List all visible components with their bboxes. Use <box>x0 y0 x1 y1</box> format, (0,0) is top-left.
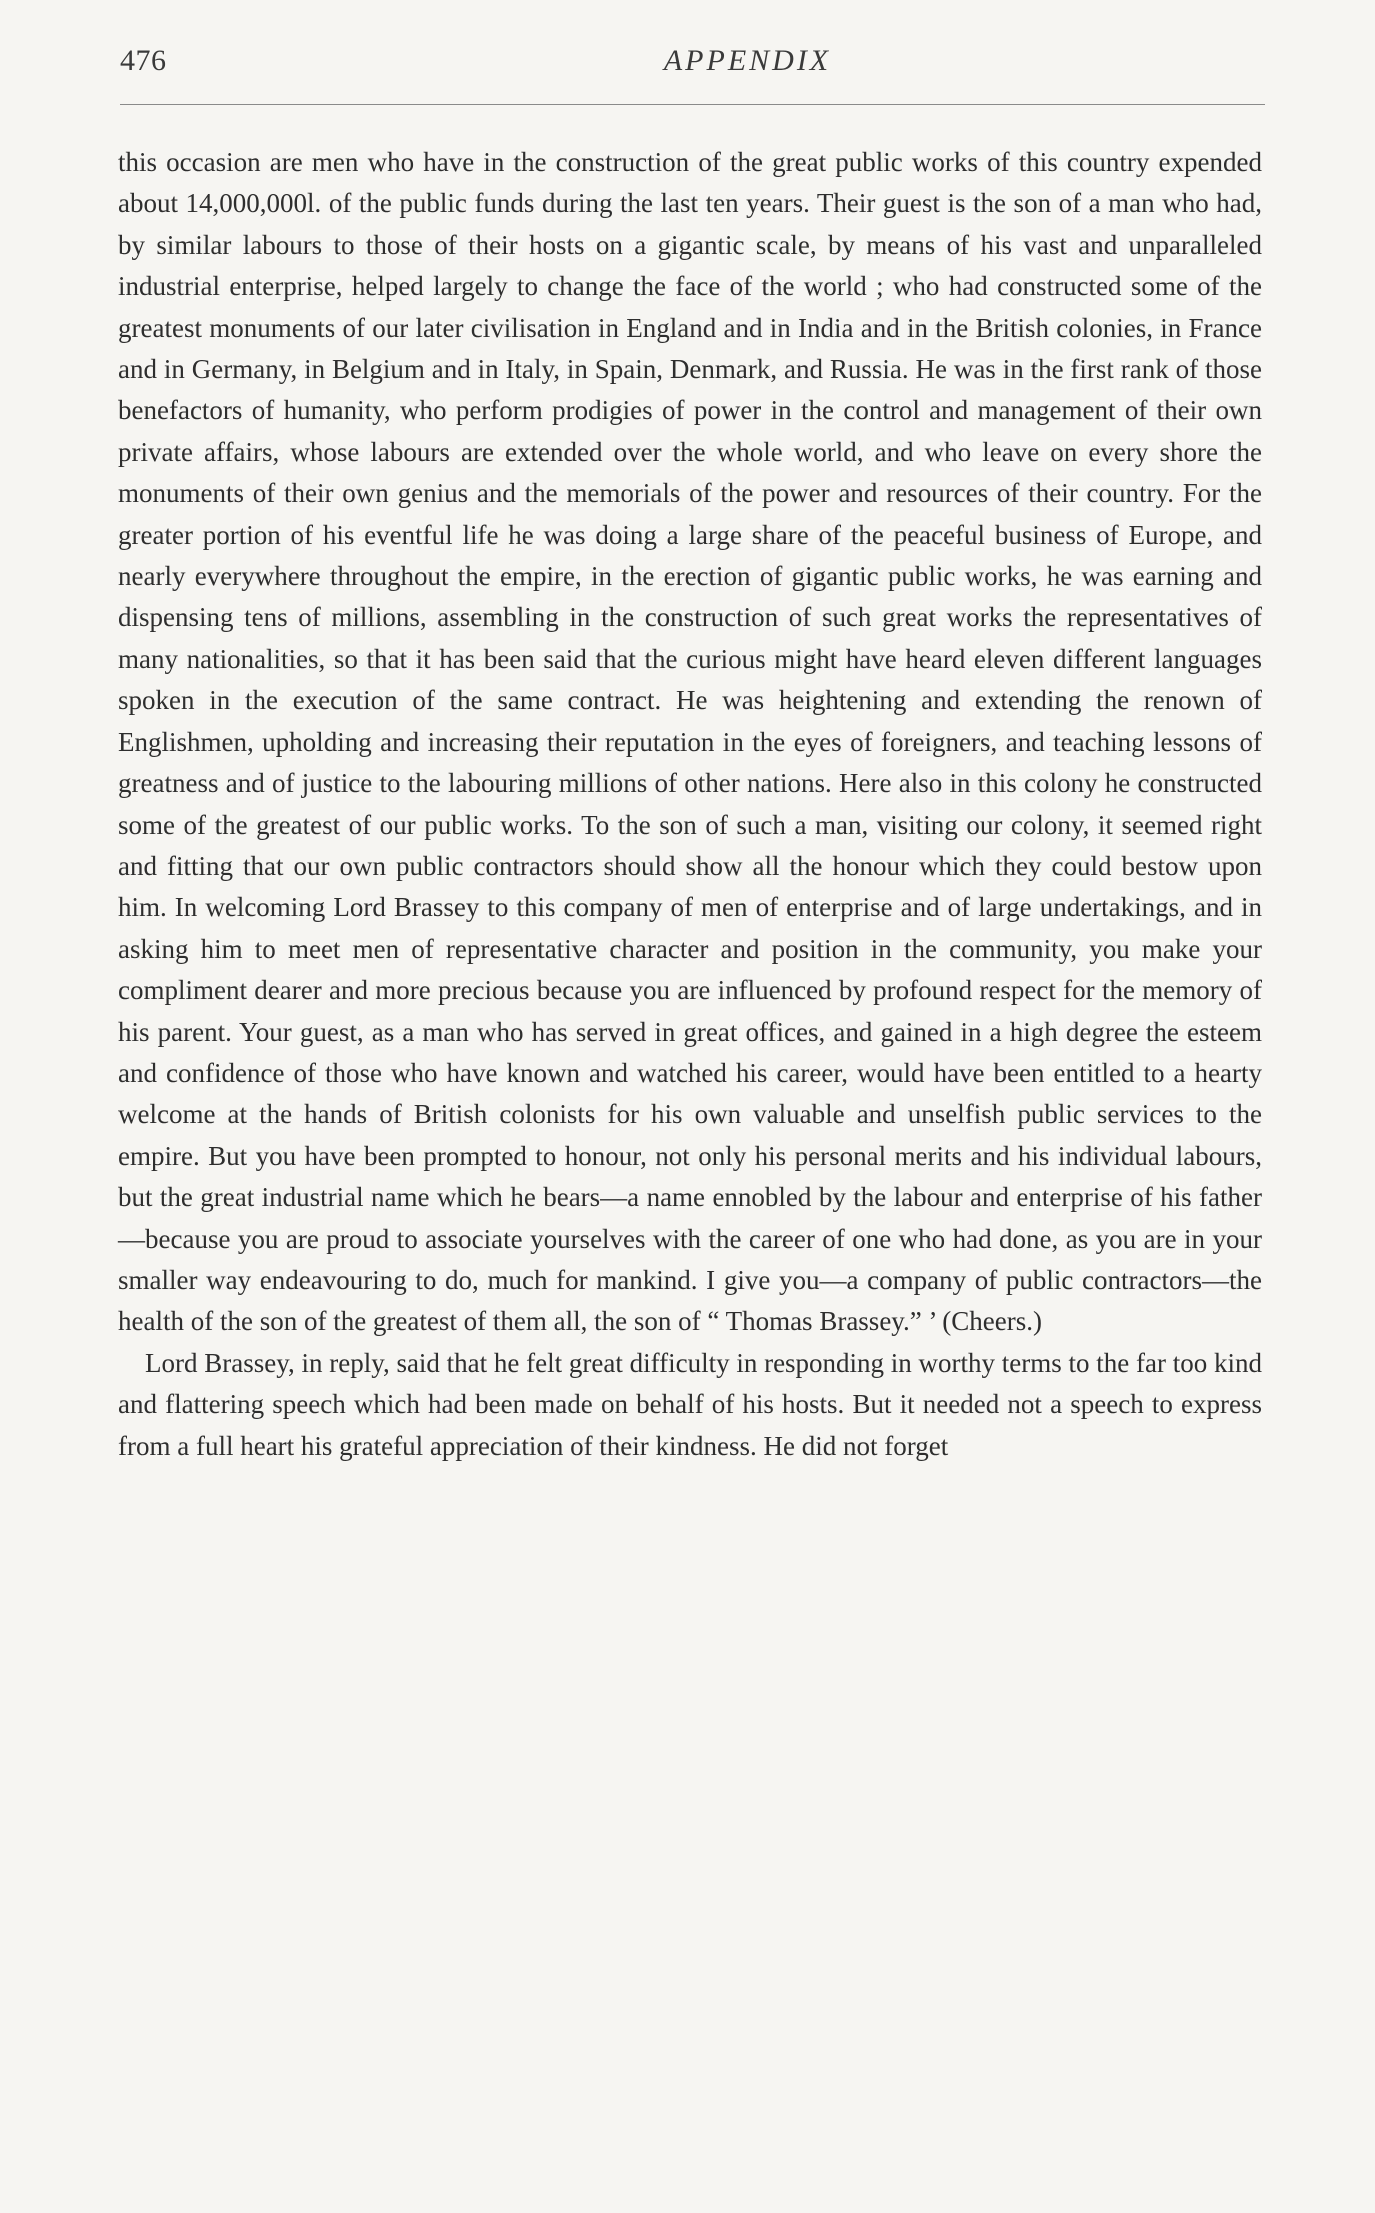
paragraph-lord-brassey-reply: Lord Brassey, in reply, said that he felt great difficulty in responding in worthy terms to the far too kind and flattering speech which had been made on behalf of his hosts. But it needed not a speech to express from a full heart his grateful appreciation of their kindness. He did not forget <box>118 1347 1262 1461</box>
page-number: 476 <box>120 44 167 77</box>
header-rule <box>120 104 1265 105</box>
paragraph-continued: this occasion are men who have in the construction of the great public works of this country expended about 14,000,000l. of the public funds during the last ten years. Their guest is the son of a man who had, by similar labours to those of their hosts on a gigantic scale, by means of his vast and unparalleled industrial enterprise, helped largely to change the face of the world ; who had constructed some of the greatest monuments of our later civilisation in England and in India and in the British colonies, in France and in Germany, in Belgium and in Italy, in Spain, Denmark, and Russia. He was in the first rank of those benefactors of humanity, who perform prodigies of power in the control and management of their own private affairs, whose labours are extended over the whole world, and who leave on every shore the monuments of their own genius and the memorials of the power and resources of their country. For the greater portion of his eventful life he was doing a large share of the peaceful business of Europe, and nearly everywhere throughout the empire, in the erection of gigantic public works, he was earning and dispensing tens of millions, assembling in the construction of such great works the representatives of many nationalities, so that it has been said that the curious might have heard eleven different languages spoken in the execution of the same contract. He was heightening and extending the renown of Englishmen, upholding and increasing their reputation in the eyes of foreigners, and teaching lessons of greatness and of justice to the labouring millions of other nations. Here also in this colony he constructed some of the greatest of our public works. To the son of such a man, visiting our colony, it seemed right and fitting that our own public contractors should show all the honour which they could bestow upon him. In welcoming Lord Brassey to this company of men of enterprise and of large undertakings, and in asking him to meet men of representative character and position in the community, you make your compliment dearer and more precious because you are influenced by profound respect for the memory of his parent. Your guest, as a man who has served in great offices, and gained in a high degree the esteem and confidence of those who have known and watched his career, would have been entitled to a hearty welcome at the hands of British colonists for his own valuable and unselfish public services to the empire. But you have been prompted to honour, not only his personal merits and his individual labours, but the great industrial name which he bears—a name ennobled by the labour and enterprise of his father—because you are proud to associate yourselves with the career of one who had done, as you are in your smaller way endeavouring to do, much for mankind. I give you—a company of public contractors—the health of the son of the greatest of them all, the son of “ Thomas Brassey.” ’ (Cheers.) <box>118 147 1262 1337</box>
running-title: APPENDIX <box>663 44 832 77</box>
running-head <box>120 40 1265 90</box>
body-text <box>118 142 1262 1467</box>
